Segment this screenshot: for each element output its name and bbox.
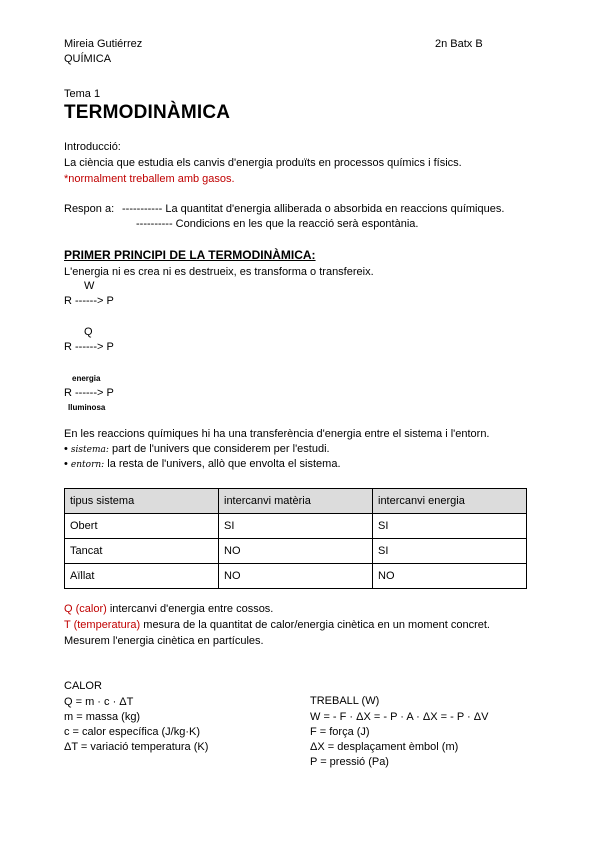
- treball-line: P = pressió (Pa): [310, 756, 389, 768]
- table-cell: NO: [373, 564, 527, 589]
- topic-label: Tema 1: [64, 88, 101, 100]
- calor-line: c = calor específica (J/kg·K): [64, 726, 201, 738]
- table-cell: SI: [373, 514, 527, 539]
- def-calor-text: intercanvi d'energia entre cossos.: [109, 603, 274, 615]
- text-sistema: part de l'univers que considerem per l'estudi.: [111, 443, 330, 455]
- table-header-row: [65, 489, 527, 514]
- calor-line: Q = m · c · ΔT: [64, 696, 134, 708]
- table-cell: NO: [219, 539, 373, 564]
- diagram-light-top: energia: [72, 374, 101, 383]
- treball-heading: TREBALL (W): [310, 695, 380, 707]
- calor-line: m = massa (kg): [64, 711, 141, 723]
- def-temperatura-term: T (temperatura): [64, 619, 141, 631]
- class-label: 2n Batx B: [435, 38, 483, 50]
- diagram-light-bottom: lluminosa: [68, 403, 106, 412]
- term-sistema: sistema:: [70, 445, 109, 455]
- diagram-light-arrow: R ------> P: [64, 387, 114, 399]
- def-calor: [64, 603, 273, 615]
- system-types-table: [64, 488, 527, 589]
- respon-label: Respon a:: [64, 203, 115, 215]
- def-temperatura-text: mesura de la quantitat de calor/energia cinètica en un moment concret.: [143, 619, 490, 631]
- table-row: [65, 514, 527, 539]
- intro-line: La ciència que estudia els canvis d'energia produïts en processos químics i físics.: [64, 157, 462, 169]
- system-line: En les reaccions químiques hi ha una transferència d'energia entre el sistema i l'entorn.: [64, 428, 490, 440]
- intro-heading: Introducció:: [64, 141, 121, 153]
- diagram-q-label: Q: [84, 326, 93, 338]
- first-law-statement: L'energia ni es crea ni es destrueix, es transforma o transfereix.: [64, 266, 374, 278]
- first-law-heading: PRIMER PRINCIPI DE LA TERMODINÀMICA:: [64, 248, 316, 262]
- table-row: [65, 539, 527, 564]
- respon-line-2: ---------- Condicions en les que la reacció serà espontània.: [136, 218, 419, 230]
- diagram-w-arrow: R ------> P: [64, 295, 114, 307]
- def-temperatura: [64, 619, 490, 631]
- table-cell: SI: [219, 514, 373, 539]
- page-title: TERMODINÀMICA: [64, 102, 231, 123]
- table-header-cell: tipus sistema: [65, 489, 219, 514]
- treball-line: F = força (J): [310, 726, 370, 738]
- table-cell: Tancat: [65, 539, 219, 564]
- calor-heading: CALOR: [64, 680, 102, 692]
- diagram-w-label: W: [84, 280, 95, 292]
- table-cell: NO: [219, 564, 373, 589]
- treball-line: ΔX = desplaçament èmbol (m): [310, 741, 459, 753]
- table-cell: SI: [373, 539, 527, 564]
- respon-line-1: ----------- La quantitat d'energia alliberada o absorbida en reaccions químiques.: [122, 203, 505, 215]
- calor-line: ΔT = variació temperatura (K): [64, 741, 209, 753]
- table-header-cell: intercanvi matèria: [219, 489, 373, 514]
- subject-label: QUÍMICA: [64, 53, 112, 65]
- term-entorn: entorn:: [70, 460, 105, 470]
- def-calor-term: Q (calor): [64, 603, 107, 615]
- table-cell: Aïllat: [65, 564, 219, 589]
- diagram-q-arrow: R ------> P: [64, 341, 114, 353]
- bullet-entorn: • entorn: la resta de l'univers, allò que envolta el sistema.: [64, 458, 341, 470]
- text-entorn: la resta de l'univers, allò que envolta el sistema.: [107, 458, 341, 470]
- intro-note: *normalment treballem amb gasos.: [64, 173, 235, 185]
- bullet-sistema: • sistema: part de l'univers que considerem per l'estudi.: [64, 443, 330, 455]
- treball-line: W = - F · ΔX = - P · A · ΔX = - P · ΔV: [310, 711, 489, 723]
- author-name: Mireia Gutiérrez: [64, 38, 143, 50]
- table-cell: Obert: [65, 514, 219, 539]
- table-row: [65, 564, 527, 589]
- def-mesurem: Mesurem l'energia cinètica en partícules.: [64, 635, 264, 647]
- table-header-cell: intercanvi energia: [373, 489, 527, 514]
